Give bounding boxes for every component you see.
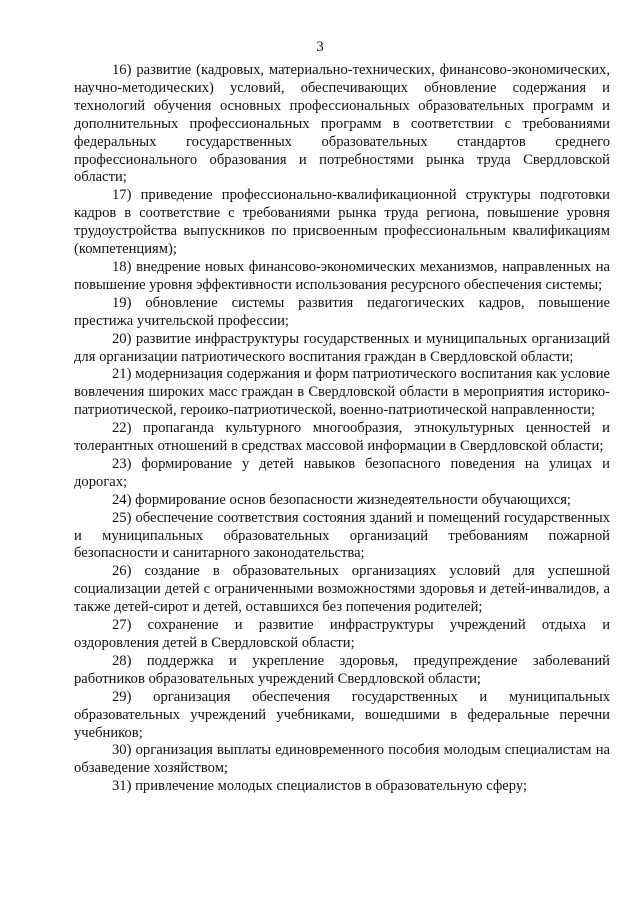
list-item-31: 31) привлечение молодых специалистов в образовательную сферу; <box>112 778 528 795</box>
list-item-27: 27) сохранение и развитие инфраструктуры учреждений отдыха и оздоровления детей в Свердловской области; <box>74 617 610 651</box>
document-body <box>74 62 610 796</box>
list-item-28: 28) поддержка и укрепление здоровья, предупреждение заболеваний работников образовательных учреждений Свердловской области; <box>74 652 610 687</box>
list-item-18: 18) внедрение новых финансово-экономических механизмов, направленных на повышение уровня эффективности использования ресурсного обеспечения системы; <box>74 258 610 293</box>
list-item-22: 22) пропаганда культурного многообразия, этнокультурных ценностей и толерантных отношений в средствах массовой информации в Свердловской области; <box>74 420 610 455</box>
list-item-23: 23) формирование у детей навыков безопасного поведения на улицах и дорогах; <box>74 455 610 490</box>
list-item-25: 25) обеспечение соответствия состояния зданий и помещений государственных и муниципальных образовательных организаций требованиям пожарной безопасности и санитарного законодательства; <box>74 509 610 562</box>
page-number: 3 <box>316 39 324 55</box>
list-item-17: 17) приведение профессионально-квалификационной структуры подготовки кадров в соответствие с требованиями рынка труда региона, повышение уровня трудоустройства выпускников по присвоенным профессиональным квалификациям (компетенциям); <box>74 187 610 258</box>
list-item-30: 30) организация выплаты единовременного пособия молодым специалистам на обзаведение хозяйством; <box>74 742 610 777</box>
list-item-20: 20) развитие инфраструктуры государственных и муниципальных организаций для организации патриотического воспитания граждан в Свердловской области; <box>74 330 610 365</box>
list-item-29: 29) организация обеспечения государственных и муниципальных образовательных учреждений учебниками, вошедшими в федеральные перечни учебников; <box>74 688 610 741</box>
list-item-26: 26) создание в образовательных организациях условий для успешной социализации детей с ограниченными возможностями здоровья и детей-инвалидов, а также детей-сирот и детей, оставшихся без попечения родителей; <box>74 563 610 616</box>
list-item-19: 19) обновление системы развития педагогических кадров, повышение престижа учительской профессии; <box>74 294 610 329</box>
list-item-21: 21) модернизация содержания и форм патриотического воспитания как условие вовлечения широких масс граждан в Свердловской области в мероприятия историко-патриотической, героико-патриотической, военно-патриотической направленности; <box>74 366 610 419</box>
list-item-24: 24) формирование основ безопасности жизнедеятельности обучающихся; <box>112 491 571 508</box>
list-item-16: 16) развитие (кадровых, материально-технических, финансово-экономических, научно-методических) условий, обеспечивающих обновление содержания и технологий обучения основных профессиональных образовательных программ и дополнительных профессиональных программ в соответствии с требованиями федеральных государственных образовательных стандартов среднего профессионального образования и потребностями рынка труда Свердловской области; <box>74 62 610 186</box>
